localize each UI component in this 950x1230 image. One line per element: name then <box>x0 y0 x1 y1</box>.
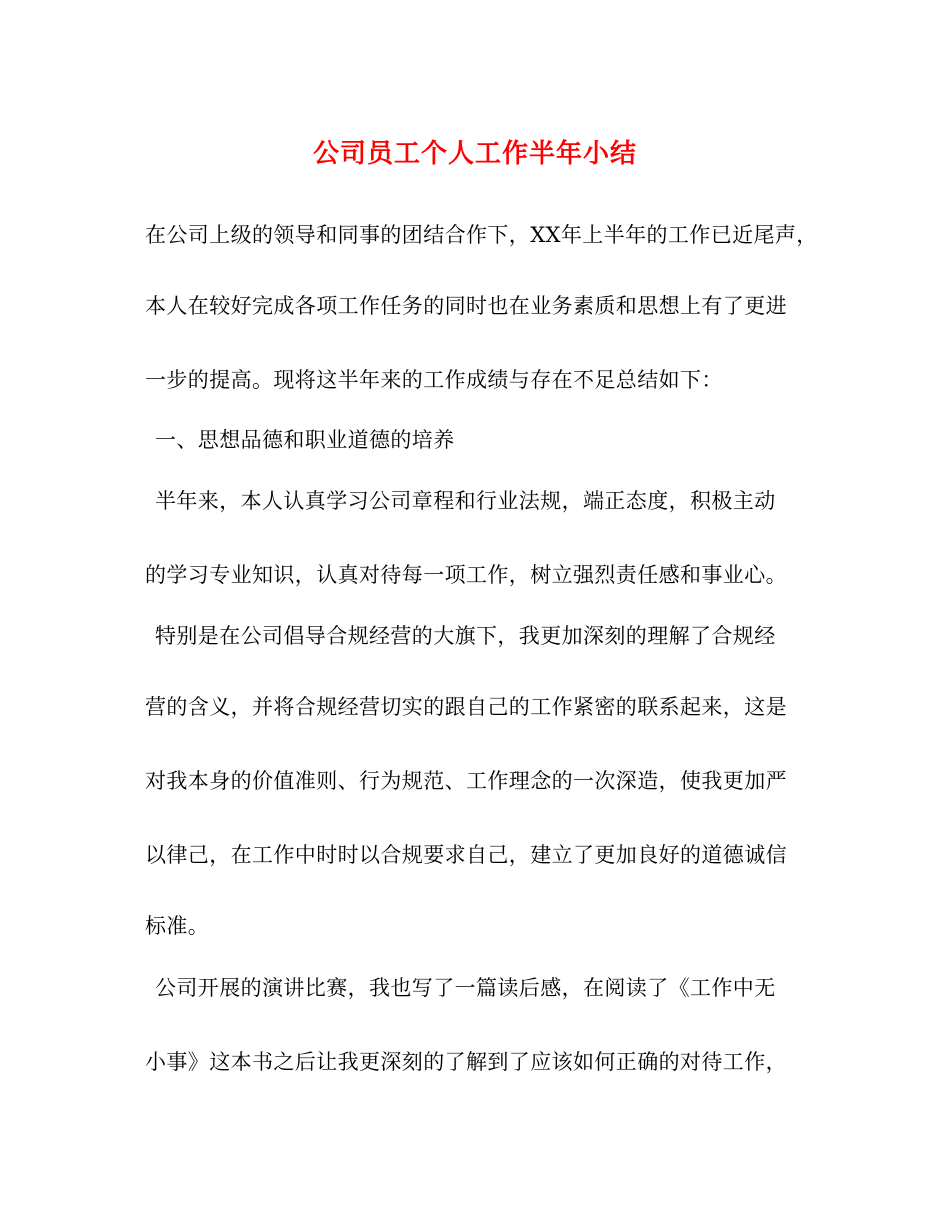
body-line-1: 在公司上级的领导和同事的团结合作下，XX年上半年的工作已近尾声， <box>145 223 818 247</box>
body-line-8: 营的含义，并将合规经营切实的跟自己的工作紧密的联系起来，这是 <box>145 695 787 719</box>
body-line-11: 标准。 <box>145 914 210 938</box>
body-line-10: 以律己，在工作中时时以合规要求自己，建立了更加良好的道德诚信 <box>145 843 787 867</box>
body-line-2: 本人在较好完成各项工作任务的同时也在业务素质和思想上有了更进 <box>145 294 787 318</box>
body-line-13: 小事》这本书之后让我更深刻的了解到了应该如何正确的对待工作， <box>145 1050 787 1074</box>
body-line-12: 公司开展的演讲比赛，我也写了一篇读后感，在阅读了《工作中无 <box>155 976 776 1000</box>
body-line-7: 特别是在公司倡导合规经营的大旗下，我更加深刻的理解了合规经 <box>155 624 776 648</box>
body-line-6: 的学习专业知识，认真对待每一项工作，树立强烈责任感和事业心。 <box>145 563 787 587</box>
body-line-9: 对我本身的价值准则、行为规范、工作理念的一次深造，使我更加严 <box>145 769 787 793</box>
document-title: 公司员工个人工作半年小结 <box>312 139 637 169</box>
body-line-5: 半年来，本人认真学习公司章程和行业法规，端正态度，积极主动 <box>155 489 776 513</box>
section-heading-1: 一、思想品德和职业道德的培养 <box>155 428 455 452</box>
body-line-3: 一步的提高。现将这半年来的工作成绩与存在不足总结如下： <box>145 368 723 392</box>
